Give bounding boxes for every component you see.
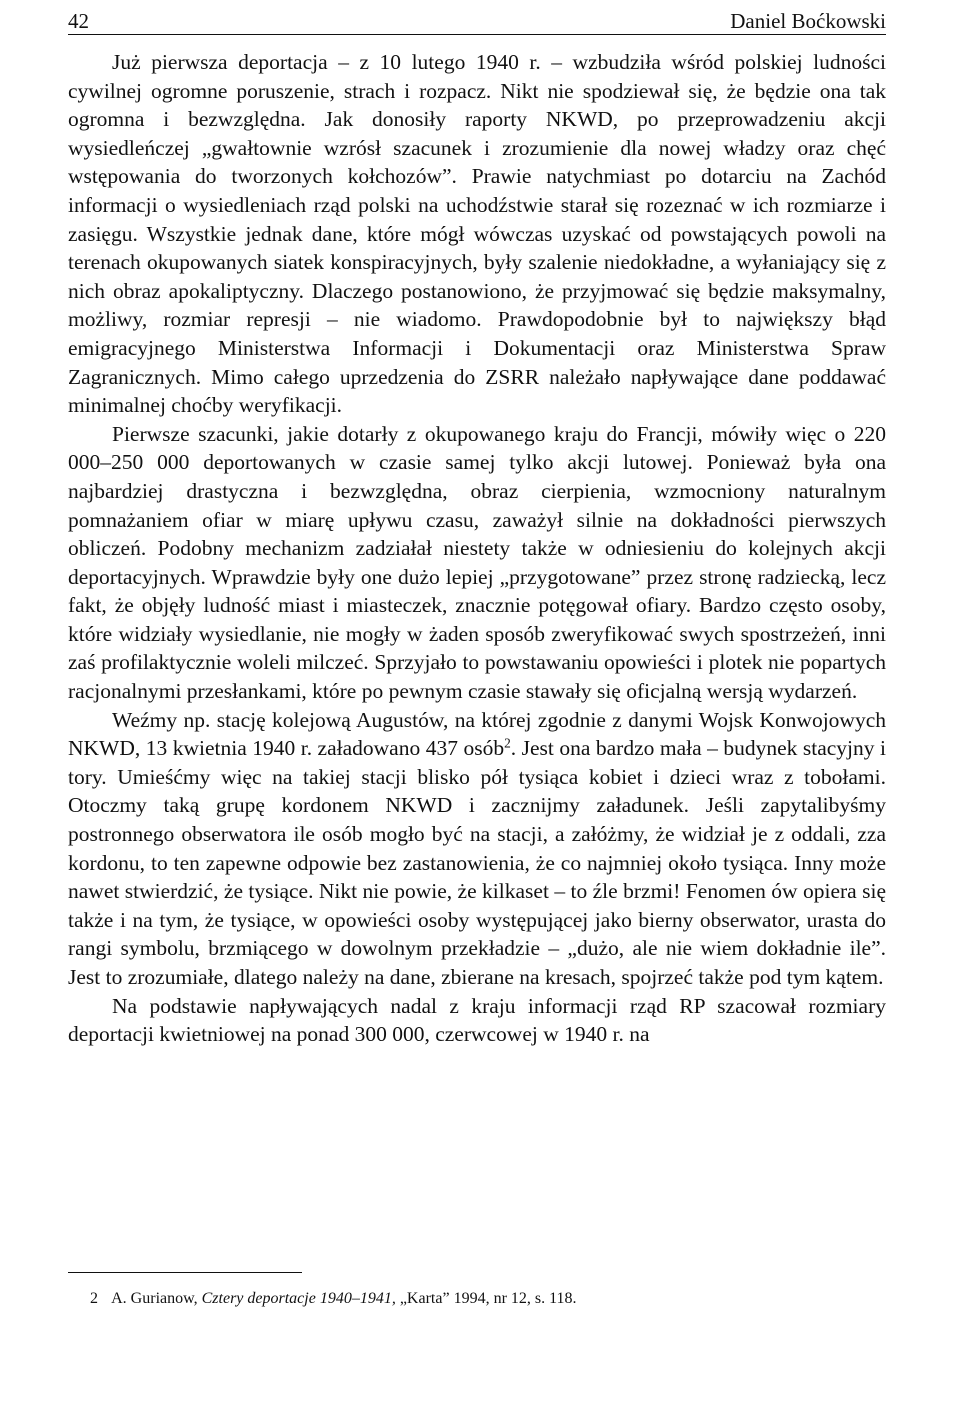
paragraph: Już pierwsza deportacja – z 10 lutego 1940 r. – wzbudziła wśród polskiej ludności cywilnej ogromne poruszenie, strach i rozpacz. Nikt nie spodziewał się, że będzie ona tak ogromna i bezwzględna. Jak donosiły raporty NKWD, po przeprowadzeniu akcji wysiedleńczej „gwałtownie wzrósł szacunek i zrozumienie dla nowej władzy oraz chęć wstępowania do tworzonych kołchozów”. Prawie natychmiast po dotarciu na Zachód informacji o wysiedleniach rząd polski na uchodźstwie starał się rozeznać w ich rozmiarze i zasięgu. Wszystkie jednak dane, które mógł wówczas uzyskać od powstających powoli na terenach okupowanych siatek konspiracyjnych, były szalenie niedokładne, a wyłaniający się z nich obraz apokaliptyczny. Dlaczego postanowiono, że przyjmować się będzie maksymalny, możliwy, rozmiar represji – nie wiadomo. Prawdopodobnie był to największy błąd emigracyjnego Ministerstwa Informacji i Dokumentacji oraz Ministerstwa Spraw Zagranicznych. Mimo całego uprzedzenia do ZSRR należało napływające dane poddawać minimalnej choćby weryfikacji. bbox=[68, 50, 886, 418]
footnote-title: Cztery deportacje 1940–1941, bbox=[201, 1290, 396, 1307]
paragraph-text: Weźmy np. stację kolejową Augustów, na której zgodnie z danymi Wojsk Konwojowych NKWD, 13 kwietnia 1940 r. załadowano 437 osób bbox=[68, 707, 886, 761]
footnote-number: 2 bbox=[90, 1290, 98, 1307]
running-header bbox=[68, 4, 886, 35]
paragraph: Pierwsze szacunki, jakie dotarły z okupowanego kraju do Francji, mówiły więc o 220 000–250 000 deportowanych w czasie samej tylko akcji lutowej. Ponieważ była ona najbardziej drastyczna i bezwzględna, obraz cierpienia, wzmocniony naturalnym pomnażaniem ofiar w miarę upływu czasu, zaważył silnie na dokładności pierwszych obliczeń. Podobny mechanizm zadziałał niestety także w odniesieniu do kolejnych akcji deportacyjnych. Wprawdzie były one dużo lepiej „przygotowane” przez stronę radziecką, lecz fakt, że objęły ludność miast i miasteczek, znacznie potęgował ofiary. Bardzo często osoby, które widziały wysiedlanie, nie mogły w żaden sposób zweryfikować swych spostrzeżeń, inni zaś profilaktycznie woleli milczeć. Sprzyjało to powstawaniu opowieści i plotek nie popartych racjonalnymi przesłankami, które po pewnym czasie stawały się oficjalną wersją wydarzeń. bbox=[68, 421, 886, 704]
paragraph: Na podstawie napływających nadal z kraju informacji rząd RP szacował rozmiary deportacji kwietniowej na ponad 300 000, czerwcowej w 1940 r. na bbox=[68, 993, 886, 1047]
paragraph-text: . Jest ona bardzo mała – budynek stacyjny i tory. Umieśćmy więc na takiej stacji blisko pół tysiąca kobiet i dzieci wraz z tobołami. Otoczmy taką grupę kordonem NKWD i zacznijmy załadunek. Jeśli zapytalibyśmy postronnego obserwatora ile osób mogło być na stacji, a załóżmy, że widział je z oddali, zza kordonu, to ten zapewne odpowie bez zastanowienia, że co najmniej około tysiąca. Inny może nawet stwierdzić, że tysiące. Nikt nie powie, że kilkaset – to źle brzmi! Fenomen ów opiera się także i na tym, że tysiące, w opowieści osoby występującej jako bierny obserwator, urasta do rangi symbolu, brzmiącego w dowolnym przekładzie – „dużo, ale nie wiem dokładnie ile”. Jest to zrozumiałe, dlatego należy na dane, zbierane na kresach, spojrzeć także pod tym kątem. bbox=[68, 736, 886, 989]
paragraph bbox=[68, 706, 886, 992]
footnote-author: A. Gurianow, bbox=[111, 1290, 198, 1307]
footnote-separator bbox=[68, 1272, 302, 1273]
running-head-author: Daniel Boćkowski bbox=[730, 9, 886, 33]
footnote bbox=[90, 1289, 880, 1309]
body-text bbox=[68, 48, 886, 1049]
page-number: 42 bbox=[68, 9, 89, 33]
footnote-source: „Karta” 1994, nr 12, s. 118. bbox=[399, 1290, 577, 1307]
footnote-reference[interactable]: 2 bbox=[504, 735, 511, 751]
